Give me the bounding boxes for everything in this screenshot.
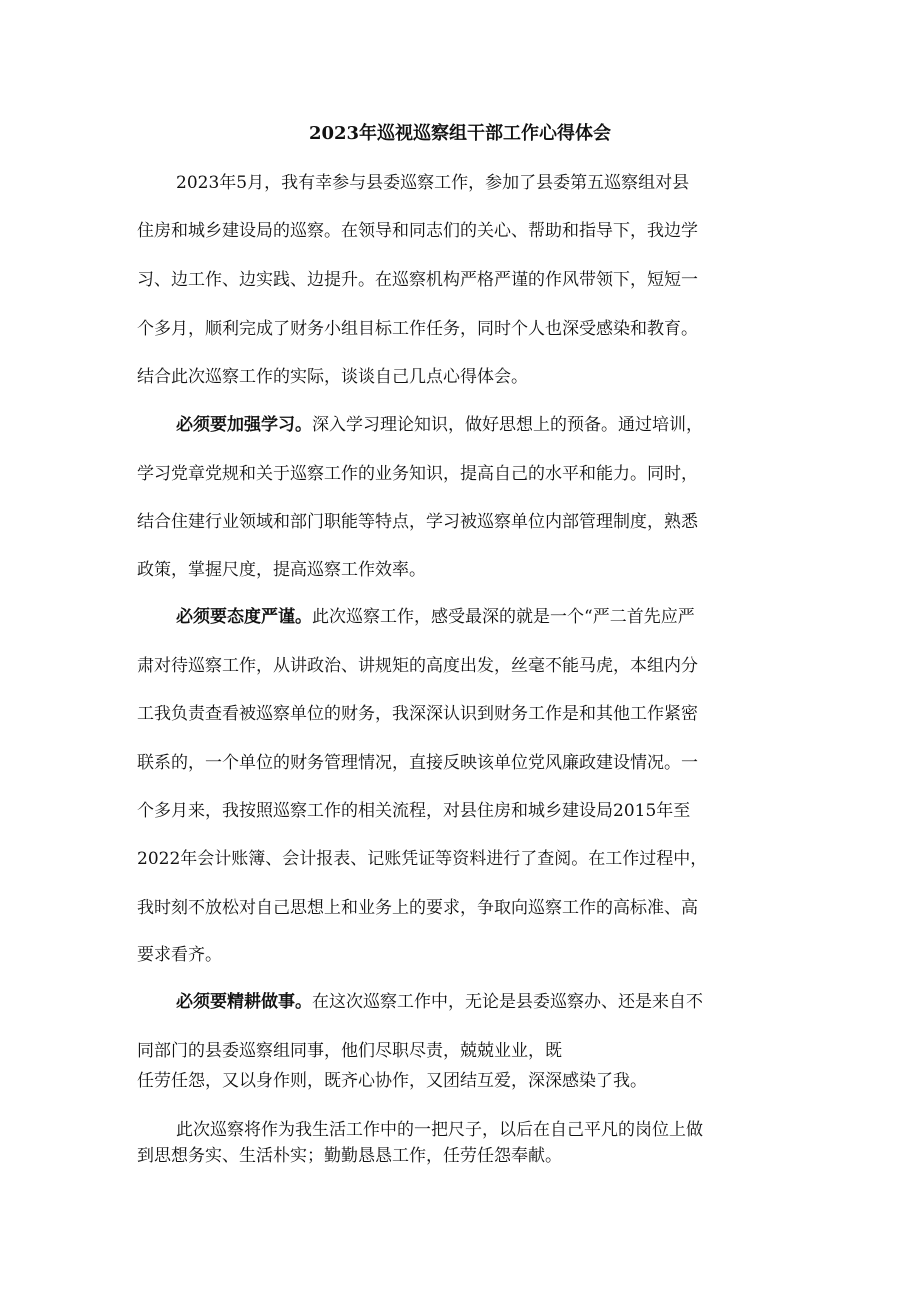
paragraph-4-heading: 必须要精耕做事。 [176,992,312,1012]
paragraph-4-text: 在这次巡察工作中，无论是县委巡察办、还是来自不 [312,992,703,1012]
paragraph-2-line: 学习党章党规和关于巡察工作的业务知识，提高自己的水平和能力。同时， [137,464,698,484]
paragraph-4-line: 同部门的县委巡察组同事，他们尽职尽责，兢兢业业，既 [137,1041,562,1061]
paragraph-3-line: 联系的，一个单位的财务管理情况，直接反映该单位党风廉政建设情况。一 [137,753,698,773]
paragraph-1-line: 习、边工作、边实践、边提升。在巡察机构严格严谨的作风带领下，短短一 [137,270,698,290]
paragraph-1-line: 住房和城乡建设局的巡察。在领导和同志们的关心、帮助和指导下，我边学 [137,221,698,241]
paragraph-3-heading: 必须要态度严谨。 [176,607,312,627]
paragraph-3-first-line [176,604,695,630]
paragraph-4-line: 任劳任怨，又以身作则，既齐心协作，又团结互爱，深深感染了我。 [137,1071,647,1091]
paragraph-1-line: 个多月，顺利完成了财务小组目标工作任务，同时个人也深受感染和教育。 [137,319,698,339]
paragraph-2-line: 政策，掌握尺度，提高巡察工作效率。 [137,560,426,580]
paragraph-1-line: 结合此次巡察工作的实际，谈谈自己几点心得体会。 [137,367,528,387]
paragraph-5-line: 到思想务实、生活朴实；勤勤恳恳工作，任劳任怨奉献。 [137,1146,562,1166]
paragraph-1-line: 2023年5月，我有幸参与县委巡察工作，参加了县委第五巡察组对县 [176,173,690,193]
document-title: 2023年巡视巡察组干部工作心得体会 [308,123,612,144]
paragraph-3-line: 工我负责查看被巡察单位的财务，我深深认识到财务工作是和其他工作紧密 [137,704,698,724]
paragraph-2-line: 结合住建行业领域和部门职能等特点，学习被巡察单位内部管理制度，熟悉 [137,512,698,532]
paragraph-3-line: 要求看齐。 [137,945,222,965]
paragraph-3-text: 此次巡察工作，感受最深的就是一个“严二首先应严 [312,607,695,627]
paragraph-2-text: 深入学习理论知识，做好思想上的预备。通过培训， [312,415,703,435]
paragraph-3-line: 2022年会计账簿、会计报表、记账凭证等资料进行了查阅。在工作过程中， [137,849,708,869]
paragraph-3-line: 肃对待巡察工作，从讲政治、讲规矩的高度出发，丝毫不能马虎，本组内分 [137,656,698,676]
paragraph-5-line: 此次巡察将作为我生活工作中的一把尺子，以后在自己平凡的岗位上做 [176,1120,703,1140]
paragraph-2-heading: 必须要加强学习。 [176,415,312,435]
paragraph-2-first-line [176,412,703,438]
paragraph-4-first-line [176,989,703,1015]
paragraph-3-line: 我时刻不放松对自己思想上和业务上的要求，争取向巡察工作的高标准、高 [137,898,698,918]
paragraph-3-line: 个多月来，我按照巡察工作的相关流程，对县住房和城乡建设局2015年至 [137,801,691,821]
